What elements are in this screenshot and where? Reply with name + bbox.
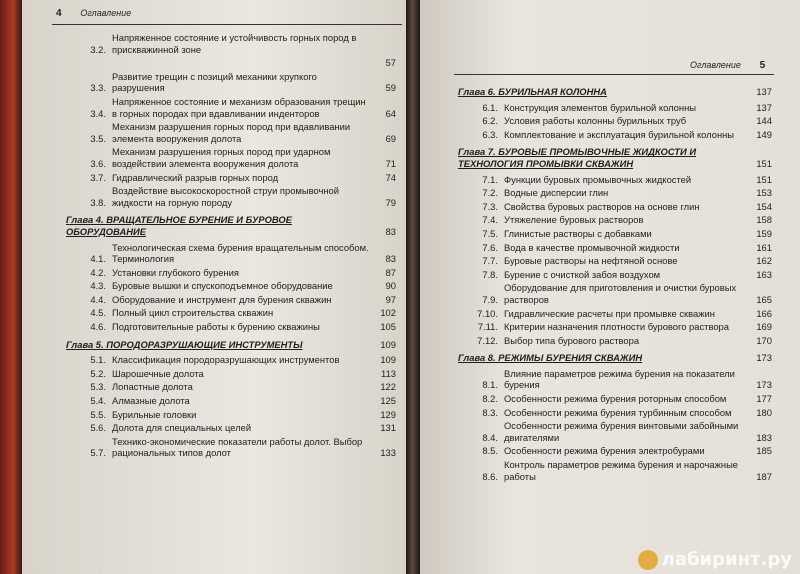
right-running-head bbox=[690, 60, 765, 71]
toc-entry-page: 125 bbox=[380, 395, 396, 407]
toc-entry-number: 4.4. bbox=[90, 293, 106, 305]
chapter-5-page: 109 bbox=[380, 338, 396, 350]
toc-entry-title: Подготовительные работы к бурению скважины bbox=[112, 321, 320, 333]
toc-entry bbox=[458, 393, 772, 405]
toc-entry-page: 69 bbox=[385, 132, 396, 144]
toc-entry-page: 180 bbox=[756, 406, 772, 418]
toc-entry-title: Технологическая схема бурения вращательным способом. Терминология bbox=[112, 241, 369, 265]
toc-entry bbox=[66, 71, 396, 94]
toc-entry bbox=[458, 174, 772, 186]
toc-entry-number: 4.1. bbox=[90, 253, 106, 265]
toc-entry bbox=[458, 445, 772, 457]
toc-entry bbox=[66, 395, 396, 407]
toc-entry bbox=[66, 96, 396, 119]
toc-entry-page: 105 bbox=[380, 321, 396, 333]
toc-entry-number: 8.1. bbox=[482, 379, 498, 391]
toc-entry bbox=[66, 294, 396, 306]
toc-entry-title: Воздействие высокоскоростной струи промывочной жидкости на горную породу bbox=[112, 185, 339, 208]
toc-entry-page: 64 bbox=[385, 107, 396, 119]
toc-entry-page: 57 bbox=[385, 57, 396, 69]
book-spine bbox=[406, 0, 420, 574]
toc-entry-page: 183 bbox=[756, 431, 772, 443]
toc-entry-page: 185 bbox=[756, 445, 772, 457]
toc-entry-number: 4.6. bbox=[90, 321, 106, 333]
toc-entry-number: 6.3. bbox=[482, 128, 498, 140]
toc-entry-page: 165 bbox=[756, 293, 772, 305]
toc-entry bbox=[66, 280, 396, 292]
toc-entry-title: Механизм разрушения горных пород при вдавливании элемента вооружения долота bbox=[112, 121, 351, 144]
left-running-head bbox=[56, 8, 131, 19]
toc-entry-title: Выбор типа бурового раствора bbox=[504, 334, 640, 346]
toc-entry-number: 7.8. bbox=[482, 268, 498, 280]
left-page bbox=[22, 0, 408, 574]
toc-entry-title: Долота для специальных целей bbox=[112, 422, 252, 434]
toc-entry-title: Комплектование и эксплуатация бурильной колонны bbox=[504, 128, 735, 140]
toc-entry bbox=[458, 335, 772, 347]
toc-entry-page: 97 bbox=[385, 293, 396, 305]
toc-entry-title: Особенности режима бурения электробурами bbox=[504, 445, 705, 457]
toc-entry-number: 3.4. bbox=[90, 107, 106, 119]
toc-entry-number: 7.5. bbox=[482, 227, 498, 239]
book-edge bbox=[0, 0, 22, 574]
toc-entry-number: 7.6. bbox=[482, 241, 498, 253]
toc-entry-number: 6.2. bbox=[482, 115, 498, 127]
toc-entry-number: 5.5. bbox=[90, 408, 106, 420]
toc-entry-page: 109 bbox=[380, 354, 396, 366]
toc-entry-page: 153 bbox=[756, 187, 772, 199]
chapter-6-title: Глава 6. БУРИЛЬНАЯ КОЛОННА bbox=[458, 86, 607, 97]
toc-entry-title: Технико-экономические показатели работы долот. Выбор рациональных типов долот bbox=[112, 435, 363, 459]
toc-entry-title: Глинистые растворы с добавками bbox=[504, 227, 652, 239]
toc-entry bbox=[458, 420, 772, 443]
toc-entry-number: 4.3. bbox=[90, 280, 106, 292]
chapter-8-heading bbox=[458, 352, 772, 364]
toc-entry-title: Условия работы колонны бурильных труб bbox=[504, 115, 687, 127]
left-entries-ch5 bbox=[66, 354, 396, 459]
toc-entry-page: 74 bbox=[385, 171, 396, 183]
toc-entry-page: 129 bbox=[380, 408, 396, 420]
toc-entry-page: 83 bbox=[385, 253, 396, 265]
labirint-logo-icon bbox=[638, 550, 658, 570]
toc-entry-title: Свойства буровых растворов на основе глин bbox=[504, 200, 700, 212]
toc-entry-title: Бурильные головки bbox=[112, 408, 197, 420]
toc-entry-page: 113 bbox=[381, 367, 396, 379]
toc-entry-title: Установки глубокого бурения bbox=[112, 266, 239, 278]
toc-entry-title: Утяжеление буровых растворов bbox=[504, 214, 644, 226]
watermark-text: лабиринт.ру bbox=[661, 549, 792, 570]
left-entries-ch4 bbox=[66, 242, 396, 333]
chapter-7-page: 151 bbox=[756, 157, 772, 169]
toc-entry bbox=[66, 354, 396, 366]
toc-entry bbox=[458, 282, 772, 305]
toc-entry-title: Алмазные долота bbox=[112, 395, 190, 407]
toc-entry-page: 162 bbox=[756, 255, 772, 267]
toc-entry bbox=[66, 121, 396, 144]
toc-entry-number: 8.6. bbox=[482, 470, 498, 482]
toc-entry-page: 154 bbox=[756, 200, 772, 212]
toc-entry-page: 177 bbox=[756, 393, 772, 405]
toc-entry-title: Оборудование и инструмент для бурения скважин bbox=[112, 293, 332, 305]
toc-entry-title: Контроль параметров режима бурения и нарочажные работы bbox=[504, 459, 739, 482]
toc-entry bbox=[66, 57, 396, 69]
toc-entry-number: 7.3. bbox=[482, 200, 498, 212]
chapter-6-heading bbox=[458, 86, 772, 98]
toc-entry-page: 71 bbox=[385, 157, 396, 169]
toc-entry-page: 87 bbox=[385, 266, 396, 278]
toc-entry bbox=[66, 307, 396, 319]
toc-entry-title: Влияние параметров режима бурения на показатели бурения bbox=[504, 367, 735, 391]
toc-entry-page: 170 bbox=[756, 334, 772, 346]
toc-entry-number: 3.8. bbox=[90, 196, 106, 208]
toc-entry-number: 8.2. bbox=[482, 393, 498, 405]
left-entries-ch3 bbox=[66, 32, 396, 208]
toc-entry bbox=[66, 321, 396, 333]
toc-entry-number: 5.1. bbox=[90, 354, 106, 366]
toc-entry-title: Развитие трещин с позиций механики хрупкого разрушения bbox=[112, 70, 317, 94]
chapter-4-title: Глава 4. ВРАЩАТЕЛЬНОЕ БУРЕНИЕ И БУРОВОЕ ОБОРУДОВАНИЕ bbox=[66, 214, 292, 237]
toc-entry-title: Особенности режима бурения роторным способом bbox=[504, 393, 727, 405]
chapter-4-page: 83 bbox=[385, 225, 396, 237]
toc-entry bbox=[66, 146, 396, 169]
toc-entry-number: 5.2. bbox=[90, 367, 106, 379]
toc-entry-page: 102 bbox=[380, 307, 396, 319]
toc-entry-page: 133 bbox=[380, 447, 396, 459]
toc-entry-number: 3.6. bbox=[90, 157, 106, 169]
toc-entry-number: 5.7. bbox=[90, 447, 106, 459]
toc-entry-number: 5.4. bbox=[90, 395, 106, 407]
toc-entry-number: 7.12. bbox=[477, 334, 498, 346]
toc-entry-title: Буровые вышки и спускоподъемное оборудование bbox=[112, 280, 333, 292]
toc-entry-title: Вода в качестве промывочной жидкости bbox=[504, 241, 680, 253]
toc-entry bbox=[458, 187, 772, 199]
toc-entry bbox=[458, 102, 772, 114]
toc-entry-title: Гидравлические расчеты при промывке скважин bbox=[504, 307, 715, 319]
toc-entry-title: Водные дисперсии глин bbox=[504, 187, 609, 199]
chapter-7-heading bbox=[458, 146, 772, 169]
right-entries-ch6 bbox=[458, 102, 772, 141]
toc-entry-title: Напряженное состояние и устойчивость горных пород в прискважинной зоне bbox=[112, 32, 357, 55]
toc-entry-title: Классификация породоразрушающих инструментов bbox=[112, 354, 340, 366]
watermark bbox=[638, 549, 792, 570]
toc-entry-number: 7.10. bbox=[477, 307, 498, 319]
toc-entry-number: 7.2. bbox=[482, 187, 498, 199]
toc-entry bbox=[458, 407, 772, 419]
toc-entry bbox=[66, 409, 396, 421]
toc-entry-page: 166 bbox=[756, 307, 772, 319]
toc-entry bbox=[66, 436, 396, 459]
toc-entry bbox=[66, 267, 396, 279]
toc-entry-page: 151 bbox=[756, 173, 772, 185]
toc-entry bbox=[66, 242, 396, 265]
toc-entry-title: Функции буровых промывочных жидкостей bbox=[504, 173, 692, 185]
toc-entry bbox=[458, 269, 772, 281]
toc-entry-page: 159 bbox=[756, 227, 772, 239]
toc-entry bbox=[458, 115, 772, 127]
toc-entry-number: 5.3. bbox=[90, 381, 106, 393]
left-header-rule bbox=[52, 24, 402, 25]
chapter-8-title: Глава 8. РЕЖИМЫ БУРЕНИЯ СКВАЖИН bbox=[458, 352, 643, 364]
toc-entry-page: 163 bbox=[756, 268, 772, 280]
right-running-title: Оглавление bbox=[690, 60, 741, 70]
toc-entry-number: 7.11. bbox=[477, 321, 498, 333]
right-header-rule bbox=[454, 74, 774, 75]
toc-entry-page: 158 bbox=[756, 214, 772, 226]
toc-entry-number: 7.1. bbox=[482, 173, 498, 185]
toc-entry-number: 8.4. bbox=[482, 431, 498, 443]
toc-entry bbox=[458, 321, 772, 333]
toc-entry-page: 169 bbox=[756, 321, 772, 333]
toc-entry-number: 8.5. bbox=[482, 445, 498, 457]
toc-entry bbox=[66, 422, 396, 434]
toc-entry-page: 161 bbox=[756, 241, 772, 253]
toc-entry bbox=[66, 381, 396, 393]
right-entries-ch7 bbox=[458, 174, 772, 347]
toc-entry-title: Буровые растворы на нефтяной основе bbox=[504, 255, 678, 267]
toc-entry-number: 7.7. bbox=[482, 255, 498, 267]
right-page-number: 5 bbox=[759, 60, 766, 71]
left-page-number: 4 bbox=[56, 8, 62, 19]
toc-entry bbox=[66, 368, 396, 380]
toc-entry-number: 7.9. bbox=[482, 293, 498, 305]
toc-entry-title: Шарошечные долота bbox=[112, 367, 204, 379]
toc-entry bbox=[458, 201, 772, 213]
toc-entry-title: Напряженное состояние и механизм образования трещин в горных породах при вдавливании инденторов bbox=[112, 95, 366, 119]
toc-entry-page: 149 bbox=[756, 128, 772, 140]
toc-entry-title: Особенности режима бурения винтовыми забойными двигателями bbox=[504, 420, 739, 443]
left-running-title: Оглавление bbox=[80, 8, 132, 18]
toc-entry bbox=[458, 129, 772, 141]
chapter-4-heading bbox=[66, 214, 396, 237]
right-entries-ch8 bbox=[458, 368, 772, 482]
toc-entry-title: Лопастные долота bbox=[112, 381, 193, 393]
toc-entry-number: 3.5. bbox=[90, 132, 106, 144]
toc-entry-page: 90 bbox=[385, 280, 396, 292]
toc-entry-title: Оборудование для приготовления и очистки буровых растворов bbox=[504, 282, 737, 305]
toc-entry-number: 3.7. bbox=[90, 171, 106, 183]
toc-entry-title: Критерии назначения плотности бурового раствора bbox=[504, 321, 729, 333]
toc-entry bbox=[458, 308, 772, 320]
chapter-5-title: Глава 5. ПОРОДОРАЗРУШАЮЩИЕ ИНСТРУМЕНТЫ bbox=[66, 338, 303, 350]
toc-entry bbox=[458, 255, 772, 267]
toc-entry-number: 7.4. bbox=[482, 214, 498, 226]
toc-entry-page: 59 bbox=[385, 82, 396, 94]
chapter-8-page: 173 bbox=[756, 352, 772, 364]
toc-entry-number: 5.6. bbox=[90, 422, 106, 434]
toc-entry-title: Гидравлический разрыв горных пород bbox=[112, 171, 279, 183]
toc-entry-number: 3.3. bbox=[90, 82, 106, 94]
toc-entry-number: 4.2. bbox=[90, 266, 106, 278]
toc-entry bbox=[458, 242, 772, 254]
toc-entry bbox=[458, 228, 772, 240]
toc-entry-title: Конструкция элементов бурильной колонны bbox=[504, 101, 696, 113]
toc-entry bbox=[66, 32, 396, 55]
left-toc bbox=[66, 32, 396, 461]
toc-entry-number: 6.1. bbox=[482, 101, 498, 113]
chapter-7-title: Глава 7. БУРОВЫЕ ПРОМЫВОЧНЫЕ ЖИДКОСТИ И ТЕХНОЛОГИЯ ПРОМЫВКИ СКВАЖИН bbox=[458, 146, 697, 169]
chapter-6-page: 137 bbox=[756, 86, 772, 97]
toc-entry bbox=[458, 214, 772, 226]
toc-entry-page: 131 bbox=[380, 422, 396, 434]
toc-entry-page: 122 bbox=[380, 381, 396, 393]
toc-entry-page: 137 bbox=[756, 101, 772, 113]
chapter-5-heading bbox=[66, 339, 396, 351]
toc-entry-title: Механизм разрушения горных пород при ударном воздействии элемента вооружения долота bbox=[112, 146, 331, 169]
toc-entry-page: 79 bbox=[385, 196, 396, 208]
toc-entry-number: 8.3. bbox=[482, 406, 498, 418]
toc-entry-page: 173 bbox=[756, 379, 772, 391]
toc-entry bbox=[458, 368, 772, 391]
right-toc bbox=[458, 80, 772, 484]
toc-entry-number: 4.5. bbox=[90, 307, 106, 319]
toc-entry bbox=[458, 459, 772, 482]
toc-entry bbox=[66, 172, 396, 184]
toc-entry bbox=[66, 185, 396, 208]
toc-entry-title: Бурение с очисткой забоя воздухом bbox=[504, 268, 661, 280]
toc-entry-number: 3.2. bbox=[90, 43, 106, 55]
toc-entry-page: 187 bbox=[756, 470, 772, 482]
toc-entry-page: 144 bbox=[756, 115, 772, 127]
right-page bbox=[418, 0, 800, 574]
toc-entry-title: Особенности режима бурения турбинным способом bbox=[504, 406, 732, 418]
toc-entry-title: Полный цикл строительства скважин bbox=[112, 307, 274, 319]
